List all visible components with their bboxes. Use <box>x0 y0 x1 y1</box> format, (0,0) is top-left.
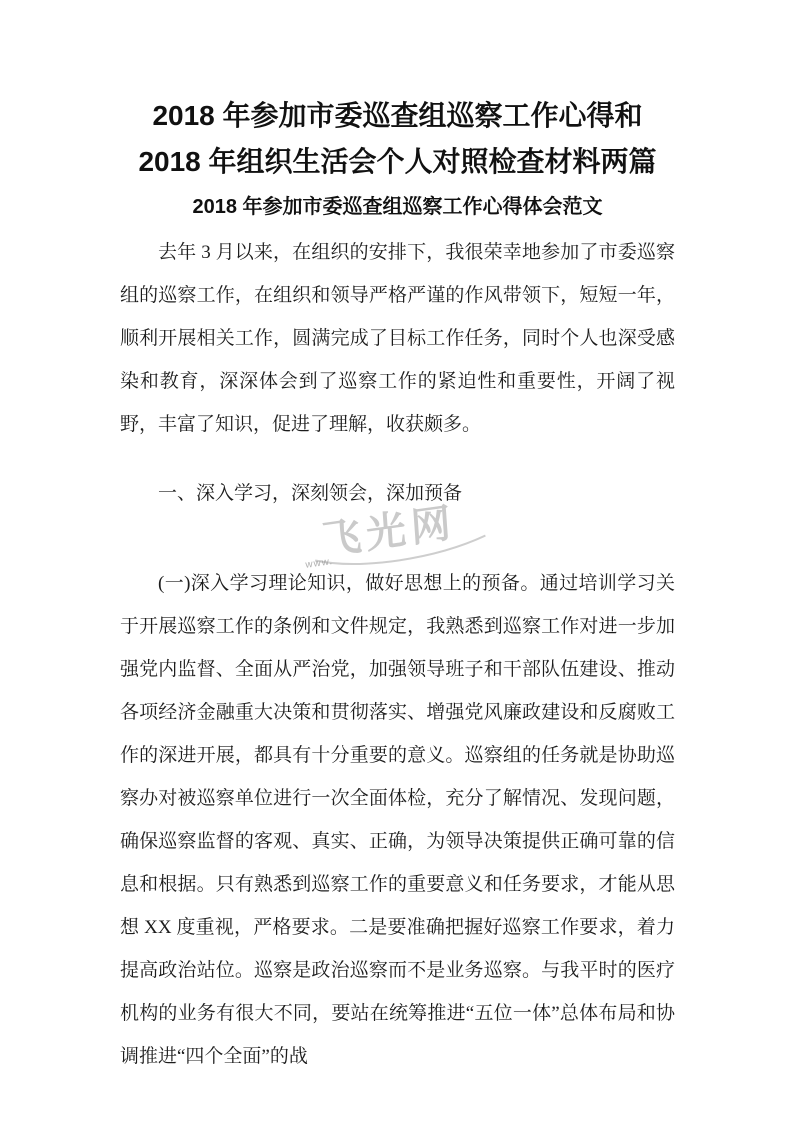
document-title: 2018 年参加市委巡查组巡察工作心得和 2018 年组织生活会个人对照检查材料两篇 <box>138 100 657 177</box>
paragraph-section-one: (一)深入学习理论知识，做好思想上的预备。通过培训学习关于开展巡察工作的条例和文件规定，我熟悉到巡察工作对进一步加强党内监督、全面从严治党，加强领导班子和干部队伍建设、推动各项经济金融重大决策和贯彻落实、增强党风廉政建设和反腐败工作的深进开展，都具有十分重要的意义。巡察组的任务就是协助巡察办对被巡察单位进行一次全面体检，充分了解情况、发现问题，确保巡察监督的客观、真实、正确，为领导决策提供正确可靠的信息和根据。只有熟悉到巡察工作的重要意义和任务要求，才能从思想 XX 度重视，严格要求。二是要准确把握好巡察工作要求，着力提高政治站位。巡察是政治巡察而不是业务巡察。与我平时的医疗机构的业务有很大不同，要站在统筹推进“五位一体”总体布局和协调推进“四个全面”的战 <box>120 573 675 1067</box>
paragraph-intro: 去年 3 月以来，在组织的安排下，我很荣幸地参加了市委巡察组的巡察工作，在组织和领导严格严谨的作风带领下，短短一年，顺利开展相关工作，圆满完成了目标工作任务，同时个人也深受感染和教育，深深体会到了巡察工作的紧迫性和重要性，开阔了视野，丰富了知识，促进了理解，收获颇多。 <box>120 242 675 435</box>
section-heading: 一、深入学习，深刻领会，深加预备 <box>158 483 463 504</box>
document-subtitle: 2018 年参加市委巡查组巡察工作心得体会范文 <box>192 196 603 218</box>
watermark-logo-text: 飞光网 <box>320 500 458 564</box>
watermark-url: www. <box>305 556 334 571</box>
